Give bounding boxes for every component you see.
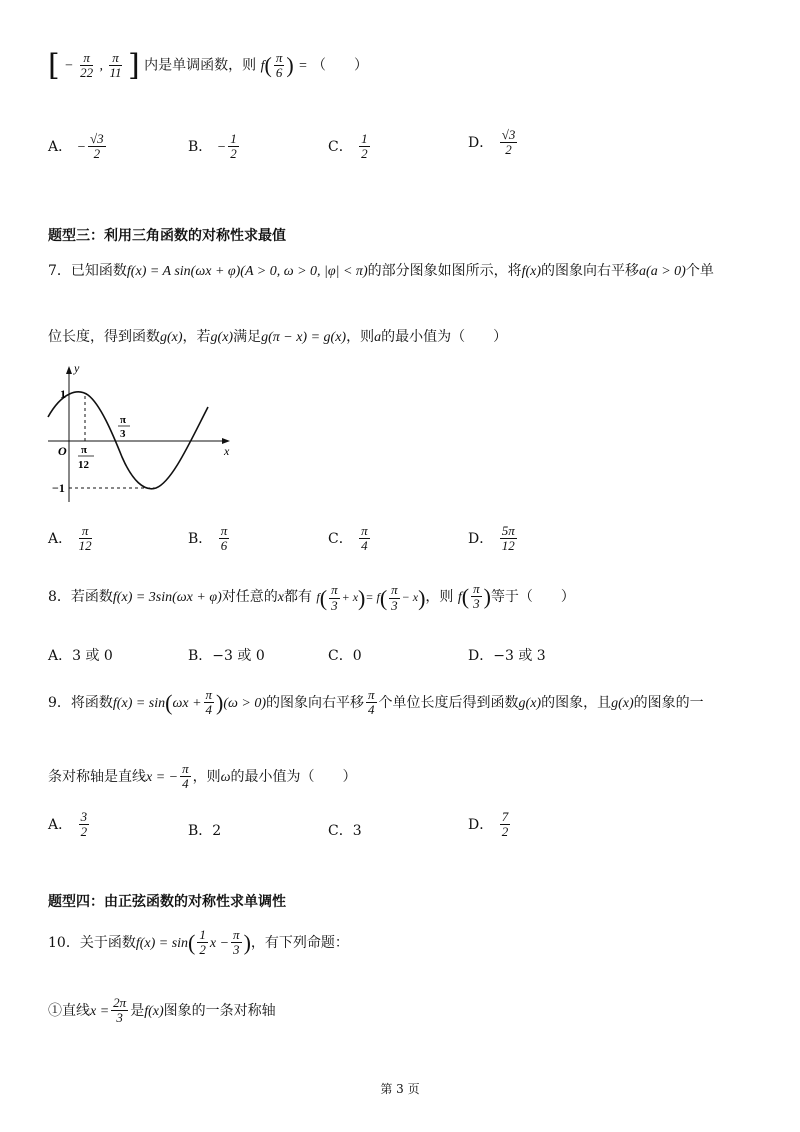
- option-label: A．: [48, 648, 73, 664]
- q7-graph: [40, 362, 240, 510]
- frac-den: 3: [116, 1010, 123, 1026]
- q9-mid2: 个单位长度后得到函数: [378, 694, 519, 711]
- option-value: [500, 810, 511, 840]
- q7-option-d[interactable]: [468, 524, 519, 554]
- option-value: [228, 132, 239, 162]
- func-f: f: [260, 58, 265, 74]
- q7-l2-mid2: 满足: [233, 329, 262, 345]
- option-value: [88, 132, 106, 162]
- q10-suffix: ，有下列命题：: [250, 934, 349, 951]
- frac-num: π: [233, 927, 240, 942]
- q9-mid3: 的图象，且: [541, 694, 612, 711]
- option-label: D．: [468, 648, 494, 664]
- q7-option-b[interactable]: [188, 524, 231, 554]
- q7-l2-suffix: 的最小值为（ ）: [381, 329, 508, 345]
- option-label: C．: [328, 138, 353, 155]
- q9-suffix: 的图象的一: [633, 694, 704, 711]
- option-label: C．: [328, 823, 353, 839]
- q7-mid2: 的图象向右平移: [541, 263, 640, 279]
- q9-mid: 的图象向右平移: [266, 694, 365, 711]
- q9-func: f(x) = sin: [112, 695, 166, 711]
- frac-num: π: [275, 49, 283, 65]
- option-value: [219, 524, 230, 554]
- q10-func: f(x) = sin: [135, 935, 189, 951]
- frac-den: 2: [501, 824, 509, 840]
- option-value: 3 或 0: [72, 648, 113, 664]
- option-value: [359, 524, 370, 554]
- q9-option-c[interactable]: [328, 820, 362, 840]
- option-value: 3: [352, 823, 362, 839]
- frac-den: 2: [230, 146, 237, 162]
- q10-item1: [48, 996, 276, 1026]
- q7-gx2: g(x): [210, 330, 234, 345]
- section-heading-3: 题型三：利用三角函数的对称性求最值: [48, 228, 286, 244]
- frac-den: 2: [199, 942, 206, 958]
- frac-den: 4: [368, 702, 375, 718]
- q10-stem: 10．关于函数f(x) = sin( $\frac{1}{2}$ x − $\frac{\pi}{3}$ )，有下列命题：: [48, 927, 349, 958]
- f: f: [316, 589, 320, 604]
- q8-mid2: 都有: [283, 588, 312, 605]
- q8-stem: 8．若函数f(x) = 3sin(ωx + φ)对任意的x都有 f( $\frac{\pi}{3}$ + x)= f( $\frac{\pi}{3}$ − x)，则 f( $\frac{\pi}{3}$ )等于（ ）: [48, 581, 575, 613]
- item1-mid: 是: [130, 1002, 145, 1019]
- frac-num: 7: [501, 809, 509, 824]
- frac-num: π: [80, 51, 93, 66]
- q9-option-b[interactable]: [188, 820, 221, 840]
- item1-prefix: ①直线: [48, 1002, 90, 1019]
- q7-line2: [48, 326, 507, 346]
- frac-num: π: [109, 51, 121, 66]
- q7-option-c[interactable]: [328, 524, 372, 554]
- y-label: y: [74, 362, 80, 375]
- frac-num: 2π: [113, 995, 127, 1010]
- interval-right-bracket: ]: [127, 48, 140, 83]
- y-axis-arrow: [66, 366, 72, 374]
- frac-den: 6: [275, 65, 283, 80]
- frac-num: 1: [230, 131, 237, 146]
- func-f: f: [457, 589, 462, 605]
- origin-label: O: [58, 444, 67, 458]
- option-value: [500, 128, 518, 158]
- option-label: B．: [188, 648, 213, 664]
- q7-prefix: 7．已知函数: [48, 263, 127, 279]
- option-value: −3 或 3: [493, 648, 546, 664]
- q8-option-b[interactable]: [188, 645, 265, 665]
- frac-pi-11: [109, 51, 121, 81]
- q9-option-a[interactable]: [48, 810, 91, 840]
- frac-den: 3: [391, 597, 398, 613]
- x-tick-pi12-den: 12: [78, 459, 89, 471]
- option-value: −3 或 0: [212, 648, 265, 664]
- frac-den: 2: [80, 824, 88, 840]
- frac-num: π: [391, 582, 398, 598]
- q7-option-a[interactable]: [48, 524, 94, 554]
- frac-num: π: [331, 582, 338, 598]
- frac-num: π: [473, 581, 480, 596]
- q9-cond: (ω > 0): [223, 695, 267, 711]
- frac-num: √3: [501, 127, 516, 142]
- option-label: B．: [188, 823, 213, 839]
- q7-gx: g(x): [160, 330, 183, 345]
- q7-l2-mid3: ，则: [346, 329, 375, 345]
- q7-fx: f(x): [521, 264, 542, 279]
- q9-gx: g(x): [518, 695, 542, 711]
- option-value: [359, 132, 370, 162]
- option-label: D．: [468, 530, 494, 547]
- option-value: [79, 524, 92, 554]
- frac-num: π: [220, 523, 228, 538]
- q7-line1: [48, 260, 714, 280]
- sine-curve: [48, 392, 208, 489]
- frac-den: 2: [93, 146, 101, 162]
- x-label: x: [224, 444, 230, 458]
- frac-den: 3: [331, 597, 338, 613]
- frac-den: 2: [505, 142, 512, 158]
- q8-func: f(x) = 3sin(ωx + φ): [112, 589, 222, 605]
- x-tick-pi12-num: π: [81, 444, 88, 456]
- q8-mid: 对任意的: [221, 588, 278, 605]
- frac-den: 11: [109, 65, 122, 80]
- option-label: B．: [188, 138, 213, 155]
- q7-l2-prefix: 位长度，得到函数: [48, 329, 160, 345]
- minus-x: − x: [401, 589, 419, 604]
- q9-l2-suffix: 的最小值为（ ）: [230, 768, 357, 785]
- q6-option-a[interactable]: A． − $\frac{√3}{2}$: [48, 131, 104, 162]
- frac-den: 3: [473, 596, 480, 612]
- q9-omega: ω: [220, 769, 231, 785]
- option-label: D．: [468, 816, 494, 833]
- option-value: 0: [352, 648, 362, 664]
- q7-shift: a(a > 0): [639, 264, 686, 279]
- q9-line2: [48, 762, 357, 792]
- option-label: A．: [48, 816, 73, 833]
- x-tick-pi3-num: π: [120, 414, 127, 426]
- frac-num: 5π: [501, 523, 515, 538]
- frac-num: 1: [199, 927, 206, 942]
- option-value: 2: [212, 823, 222, 839]
- q10-prefix: 10．关于函数: [48, 934, 136, 951]
- q10-x-minus: x −: [209, 935, 230, 951]
- frac-den: 2: [361, 146, 368, 162]
- q8-option-d[interactable]: [468, 645, 546, 665]
- x-tick-pi3-den: 3: [120, 428, 126, 440]
- page-footer: 第 3 页: [380, 1082, 420, 1096]
- option-label: B．: [188, 530, 213, 547]
- frac-num: π: [182, 761, 189, 776]
- y-tick-1: 1: [60, 387, 66, 401]
- q6-text: 内是单调函数，则: [144, 57, 257, 74]
- item1-eq: x =: [90, 1003, 110, 1019]
- q8-option-c[interactable]: [328, 645, 362, 665]
- q6-stem: [ − $\frac{\pi}{22}$ , $\frac{\pi}{11}$ ] 内是单调函数，则 f( $\frac{\pi}{6}$ ) = （ ）: [48, 48, 369, 83]
- frac-num: 3: [80, 809, 88, 824]
- q7-func: f(x) = A sin(ωx + φ): [126, 264, 241, 279]
- q9-line-eq: x = −: [146, 769, 179, 785]
- equals: =: [298, 58, 308, 74]
- option-value: [500, 524, 517, 554]
- frac-den: 6: [220, 538, 228, 554]
- q7-a: a: [374, 330, 382, 345]
- q6-option-d[interactable]: [468, 128, 519, 158]
- q8-suffix: 等于（ ）: [490, 588, 575, 605]
- frac-num: π: [205, 687, 213, 702]
- option-label: C．: [328, 648, 353, 664]
- q7-mid: 的部分图象如图所示，将: [367, 263, 522, 279]
- y-tick-minus1: −1: [52, 481, 65, 495]
- q8-prefix: 8．若函数: [48, 588, 113, 605]
- section-heading-4: 题型四：由正弦函数的对称性求单调性: [48, 894, 286, 910]
- plus-x: + x: [341, 589, 359, 604]
- frac-num: 1: [361, 131, 368, 146]
- frac-num: π: [361, 523, 368, 538]
- option-label: A．: [48, 530, 73, 547]
- interval-left-bracket: [: [48, 48, 60, 83]
- option-label: A．: [48, 138, 73, 155]
- frac-den: 12: [78, 538, 92, 554]
- comma: ,: [99, 58, 104, 74]
- q7-cond: (A > 0, ω > 0, |φ| < π): [240, 264, 368, 279]
- option-value: [79, 810, 90, 840]
- q8-cond: f( $\frac{\pi}{3}$ + x)= f( $\frac{\pi}{3}$ − x): [316, 582, 426, 613]
- frac-num: π: [79, 524, 92, 539]
- frac-den: 4: [182, 776, 189, 792]
- frac-num: π: [368, 687, 375, 702]
- frac-den: 22: [80, 65, 94, 80]
- q9-inner: ωx +: [172, 695, 202, 711]
- q9-gx2: g(x): [611, 695, 634, 711]
- q9-line1: 9．将函数f(x) = sin(ωx + $\frac{\pi}{4}$ )(ω > 0)的图象向右平移 $\frac{\pi}{4}$ 个单位长度后得到函数g(x)的图象，且g(x)的图象的一: [48, 687, 704, 718]
- option-label: C．: [328, 530, 353, 547]
- option-label: D．: [468, 134, 494, 151]
- q8-mid3: ，则: [425, 588, 454, 605]
- frac-den: 3: [233, 942, 240, 958]
- q9-l2-mid: ，则: [192, 768, 221, 785]
- q6-option-b[interactable]: B． − $\frac{1}{2}$: [188, 131, 237, 162]
- q7-gcond: g(π − x) = g(x): [261, 330, 347, 345]
- eq-f: = f: [365, 589, 380, 604]
- frac-pi-22: [80, 51, 93, 81]
- item1-suffix: 图象的一条对称轴: [163, 1002, 276, 1019]
- q8-option-a[interactable]: [48, 645, 113, 665]
- frac-pi-6: [274, 51, 285, 81]
- answer-blank: （ ）: [312, 57, 369, 74]
- neg-sign: −: [64, 58, 74, 74]
- frac-den: 4: [361, 538, 368, 554]
- q6-option-c[interactable]: [328, 132, 372, 162]
- frac-den: 4: [205, 702, 213, 718]
- item1-fx: f(x): [144, 1003, 164, 1019]
- q7-l2-mid: ，若: [182, 329, 211, 345]
- q9-prefix: 9．将函数: [48, 694, 113, 711]
- q9-l2-prefix: 条对称轴是直线: [48, 768, 146, 785]
- frac-num: √3: [90, 131, 104, 146]
- q8-x: x: [277, 589, 284, 605]
- q9-option-d[interactable]: [468, 810, 512, 840]
- frac-pi-3: [471, 582, 482, 612]
- frac-den: 12: [501, 538, 515, 554]
- q7-suffix: 个单: [685, 263, 714, 279]
